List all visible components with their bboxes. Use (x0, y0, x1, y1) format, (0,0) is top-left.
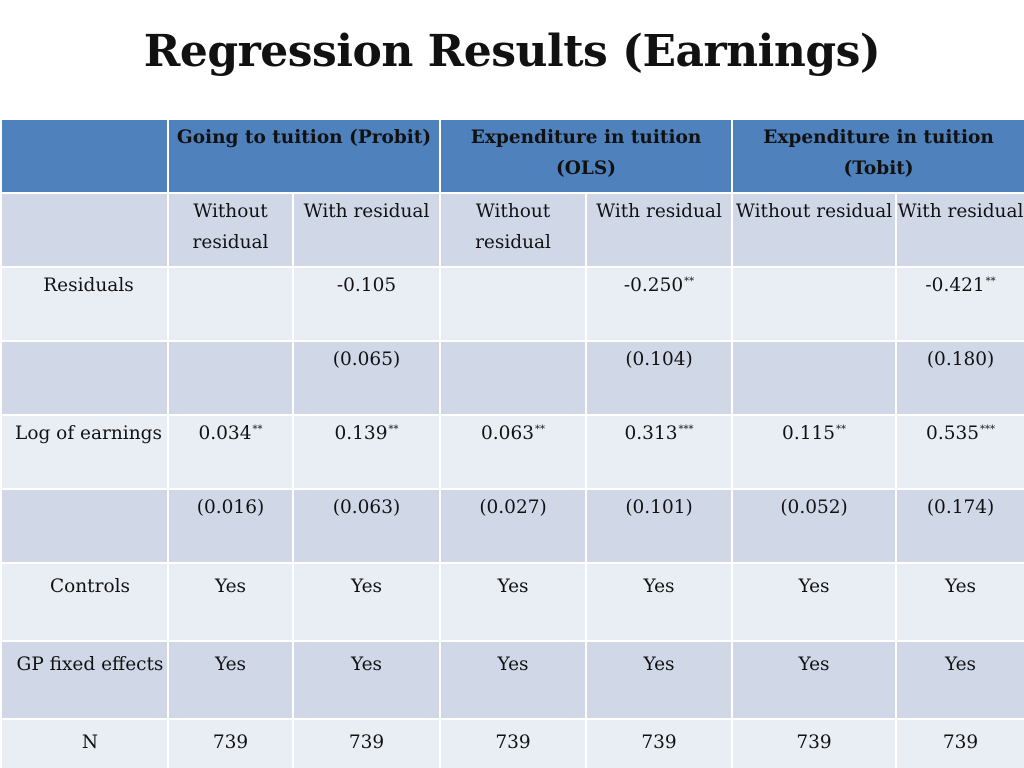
table-cell (896, 641, 1024, 719)
cell-value: Yes (945, 576, 977, 597)
subheader-cell: With residual (896, 193, 1024, 267)
table-cell (586, 341, 732, 415)
cell-value: Yes (798, 576, 830, 597)
table-cell (732, 563, 896, 641)
cell-value: Yes (643, 576, 675, 597)
table-cell (168, 719, 293, 768)
table-row (1, 267, 1024, 341)
table-cell (168, 489, 293, 563)
cell-value: 739 (212, 732, 249, 753)
table-cell (168, 341, 293, 415)
subheader-cell: Without residual (168, 193, 293, 267)
table-cell (586, 267, 732, 341)
row-label: Log of earnings (1, 415, 168, 489)
column-group-header: Expenditure in tuition (OLS) (440, 119, 732, 193)
subheader-cell: With residual (293, 193, 440, 267)
cell-value: -0.250 (623, 275, 684, 296)
table-cell (586, 719, 732, 768)
table-row (1, 415, 1024, 489)
table-cell (168, 267, 293, 341)
table-cell (896, 341, 1024, 415)
subheader-row (1, 193, 1024, 267)
table-cell (293, 719, 440, 768)
cell-value: Yes (497, 654, 529, 675)
cell-value: Yes (350, 576, 383, 597)
row-label: Controls (1, 563, 168, 641)
cell-value: 0.063 (481, 423, 534, 444)
header-corner-cell (1, 119, 168, 193)
header-row (1, 119, 1024, 193)
column-group-header: Expenditure in tuition (Tobit) (732, 119, 1024, 193)
regression-table (0, 118, 1024, 768)
table-cell (293, 641, 440, 719)
table-cell (293, 341, 440, 415)
table-cell (732, 489, 896, 563)
cell-value: (0.063) (332, 497, 401, 518)
cell-value: (0.052) (780, 497, 848, 518)
cell-value: Yes (945, 654, 977, 675)
significance-stars: ** (252, 424, 263, 435)
table-body (1, 267, 1024, 768)
cell-value: 0.034 (198, 423, 252, 444)
table-cell (732, 719, 896, 768)
subheader-cell: Without residual (732, 193, 896, 267)
row-label: N (1, 719, 168, 768)
table-row (1, 719, 1024, 768)
cell-value: (0.174) (926, 497, 995, 518)
table-cell (896, 415, 1024, 489)
table-cell (293, 415, 440, 489)
cell-value: (0.104) (625, 349, 693, 370)
cell-value: (0.016) (196, 497, 265, 518)
table-cell (586, 641, 732, 719)
significance-stars: *** (980, 424, 996, 435)
cell-value: (0.180) (926, 349, 995, 370)
cell-value: Yes (350, 654, 383, 675)
column-group-header: Going to tuition (Probit) (168, 119, 440, 193)
cell-value: 0.313 (624, 423, 678, 444)
cell-value: (0.065) (332, 349, 401, 370)
cell-value: 739 (796, 732, 832, 753)
cell-value: 739 (641, 732, 677, 753)
cell-value: -0.105 (336, 275, 397, 296)
table-cell (440, 719, 586, 768)
table-cell (732, 415, 896, 489)
table-cell (168, 415, 293, 489)
cell-value: (0.027) (479, 497, 547, 518)
significance-stars: ** (985, 276, 996, 287)
cell-value: 0.535 (926, 423, 980, 444)
table-cell (440, 267, 586, 341)
cell-value: (0.101) (625, 497, 693, 518)
table-cell (586, 563, 732, 641)
table-cell (732, 341, 896, 415)
table-cell (896, 719, 1024, 768)
cell-value: -0.421 (925, 275, 985, 296)
subheader-cell: Without residual (440, 193, 586, 267)
table-cell (440, 341, 586, 415)
cell-value: 739 (942, 732, 979, 753)
significance-stars: ** (836, 424, 847, 435)
subheader-corner-cell (1, 193, 168, 267)
cell-value: Yes (497, 576, 529, 597)
table-cell (896, 489, 1024, 563)
cell-value: Yes (214, 654, 247, 675)
table-cell (732, 267, 896, 341)
table-cell (440, 641, 586, 719)
significance-stars: ** (388, 424, 399, 435)
table-cell (586, 489, 732, 563)
table-cell (896, 267, 1024, 341)
page-title: Regression Results (Earnings) (143, 26, 881, 77)
significance-stars: *** (678, 424, 694, 435)
table-cell (732, 641, 896, 719)
cell-value: 0.139 (334, 423, 388, 444)
table-cell (440, 563, 586, 641)
cell-value: 0.115 (782, 423, 836, 444)
table-cell (293, 563, 440, 641)
cell-value: Yes (798, 654, 830, 675)
significance-stars: ** (535, 424, 545, 435)
table-row (1, 641, 1024, 719)
table-cell (440, 415, 586, 489)
subheader-cell: With residual (586, 193, 732, 267)
significance-stars: ** (684, 276, 695, 287)
table-row (1, 341, 1024, 415)
table-cell (586, 415, 732, 489)
table-cell (440, 489, 586, 563)
cell-value: Yes (214, 576, 247, 597)
row-label: Residuals (1, 267, 168, 341)
row-label (1, 341, 168, 415)
table-row (1, 563, 1024, 641)
table-cell (168, 641, 293, 719)
cell-value: Yes (643, 654, 675, 675)
cell-value: 739 (348, 732, 385, 753)
table-cell (293, 267, 440, 341)
table-cell (896, 563, 1024, 641)
table-cell (293, 489, 440, 563)
row-label: GP fixed effects (1, 641, 168, 719)
table-cell (168, 563, 293, 641)
row-label (1, 489, 168, 563)
table-row (1, 489, 1024, 563)
cell-value: 739 (495, 732, 531, 753)
